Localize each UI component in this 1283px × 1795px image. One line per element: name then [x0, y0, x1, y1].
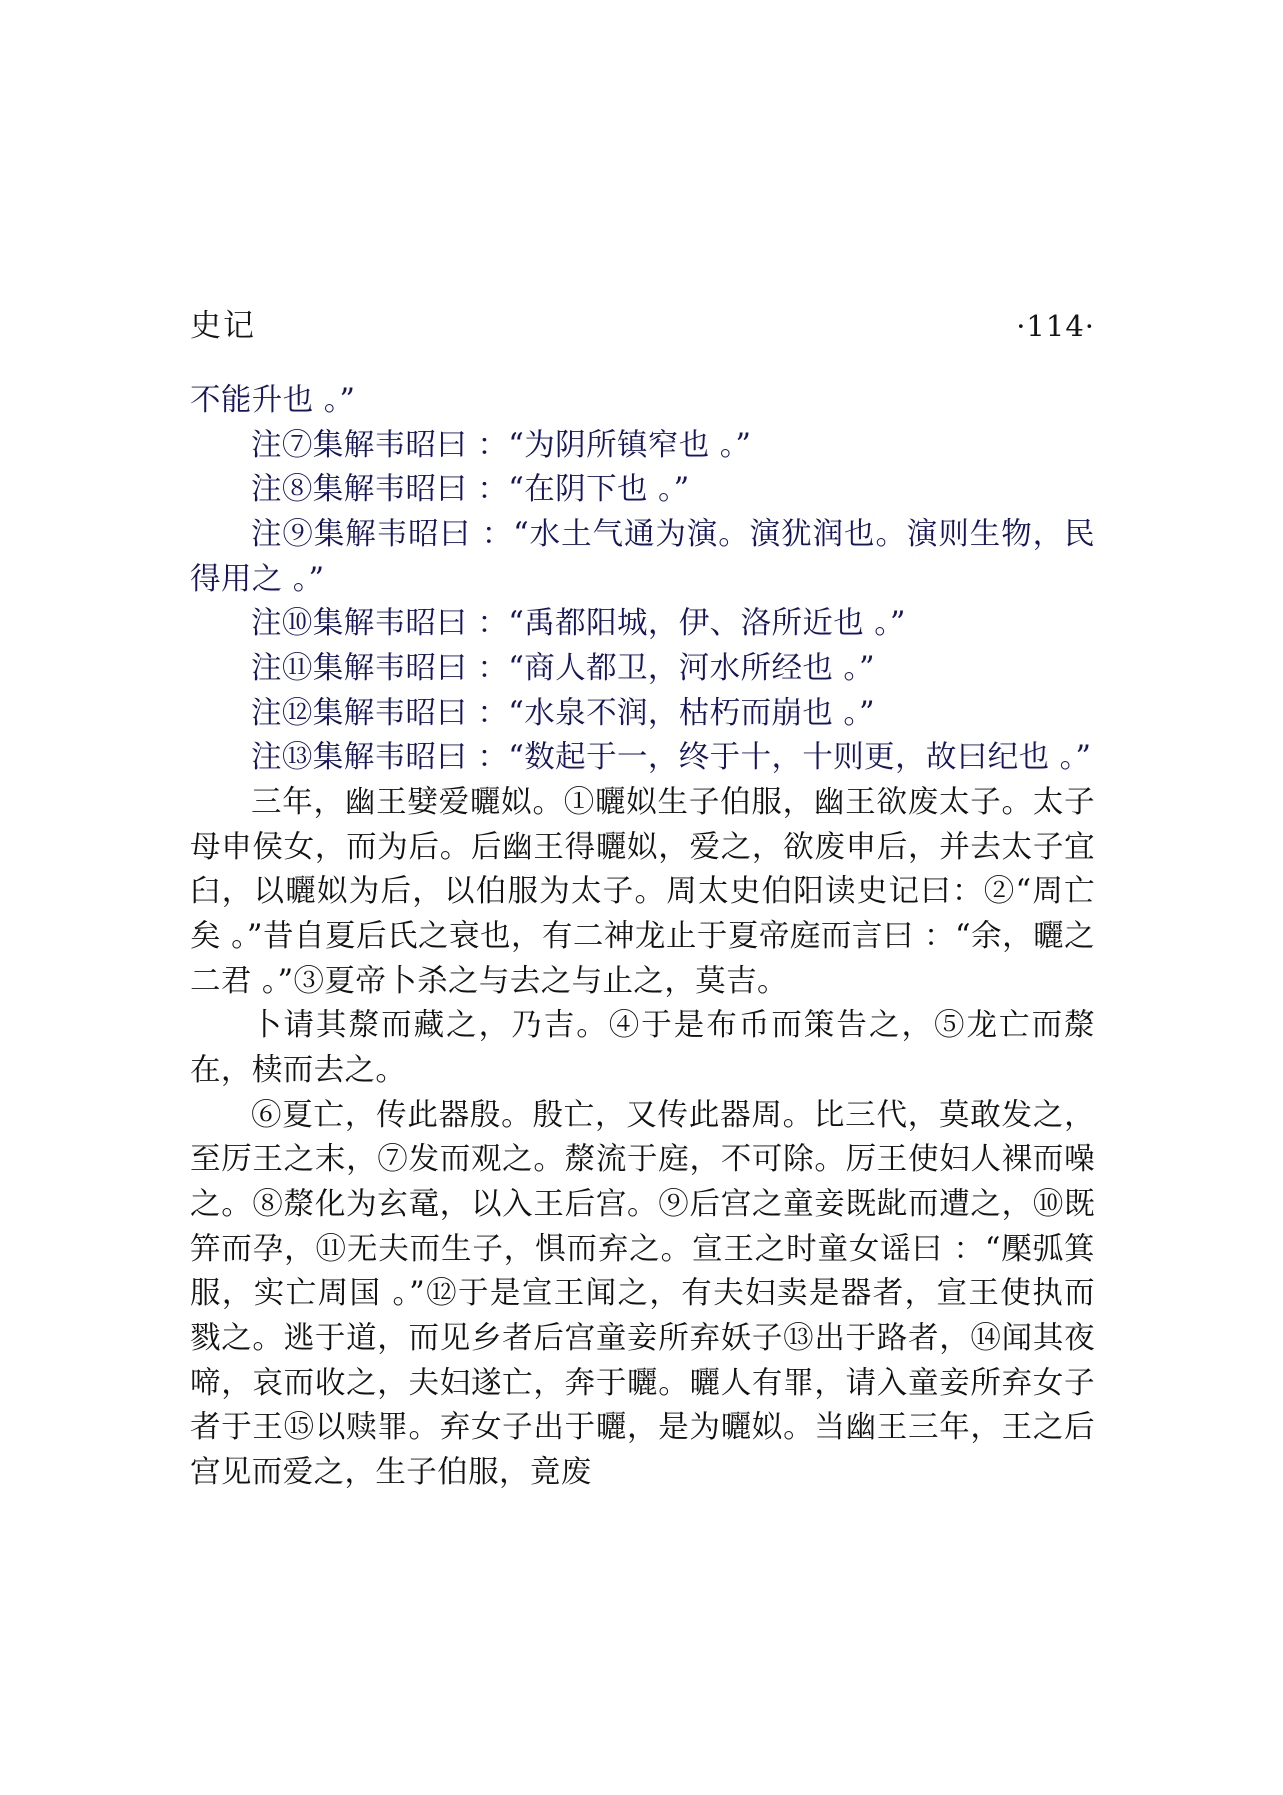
- annotation-line-8: 注⑧集解韦昭曰 ：“在阴下也 。”: [251, 472, 690, 508]
- annotation-line-11: 注⑪集解韦昭曰 ：“商人都卫，河水所经也 。”: [251, 651, 876, 687]
- body-text: [190, 379, 1095, 1496]
- main-paragraph-3: ⑥夏亡，传此器殷。殷亡，又传此器周。比三代，莫敢发之，至厉王之末，⑦发而观之。漦流于庭，不可除。厉王使妇人裸而噪之。⑧漦化为玄鼋，以入王后宫。⑨后宫之童妾既龀而遭之，⑩既笄而孕，⑪无夫而生子，惧而弃之。宣王之时童女谣曰 ：“檿弧箕服，实亡周国 。”⑫于是宣王闻之，有夫妇卖是器者，宣王使执而戮之。逃于道，而见乡者后宫童妾所弃妖子⑬出于路者，⑭闻其夜啼，哀而收之，夫妇遂亡，奔于曬。曬人有罪，请入童妾所弃女子者于王⑮以赎罪。弃女子出于曬，是为曬姒。当幽王三年，王之后宫见而爱之，生子伯服，竟废: [190, 1097, 1095, 1491]
- main-paragraph-2: 卜请其漦而藏之，乃吉。④于是布币而策告之，⑤龙亡而漦在，椟而去之。: [190, 1008, 1095, 1089]
- annotation-line-9: 注⑨集解韦昭曰 ：“水土气通为演。演犹润也。演则生物，民得用之 。”: [190, 517, 1095, 597]
- book-title: 史记: [190, 308, 256, 344]
- annotation-line-7: 注⑦集解韦昭曰 ：“为阴所镇窄也 。”: [251, 427, 752, 463]
- main-paragraph-1: 三年，幽王嬖爱曬姒。①曬姒生子伯服，幽王欲废太子。太子母申侯女，而为后。后幽王得曬姒，爱之，欲废申后，并去太子宜臼，以曬姒为后，以伯服为太子。周太史伯阳读史记曰：②“周亡矣 。”昔自夏后氏之衰也，有二神龙止于夏帝庭而言曰 ：“余，曬之二君 。”③夏帝卜杀之与去之与止之，莫吉。: [190, 785, 1095, 999]
- page-content: [190, 300, 1095, 1496]
- page-number: ·114·: [1016, 309, 1095, 343]
- page-header: [190, 300, 1095, 345]
- annotation-line-12: 注⑫集解韦昭曰 ：“水泉不润，枯朽而崩也 。”: [251, 695, 876, 731]
- annotation-line-13: 注⑬集解韦昭曰 ：“数起于一，终于十，十则更，故曰纪也 。”: [251, 740, 1092, 776]
- annotation-line-10: 注⑩集解韦昭曰 ：“禹都阳城，伊、洛所近也 。”: [251, 606, 906, 642]
- opening-line: 不能升也 。”: [190, 383, 356, 418]
